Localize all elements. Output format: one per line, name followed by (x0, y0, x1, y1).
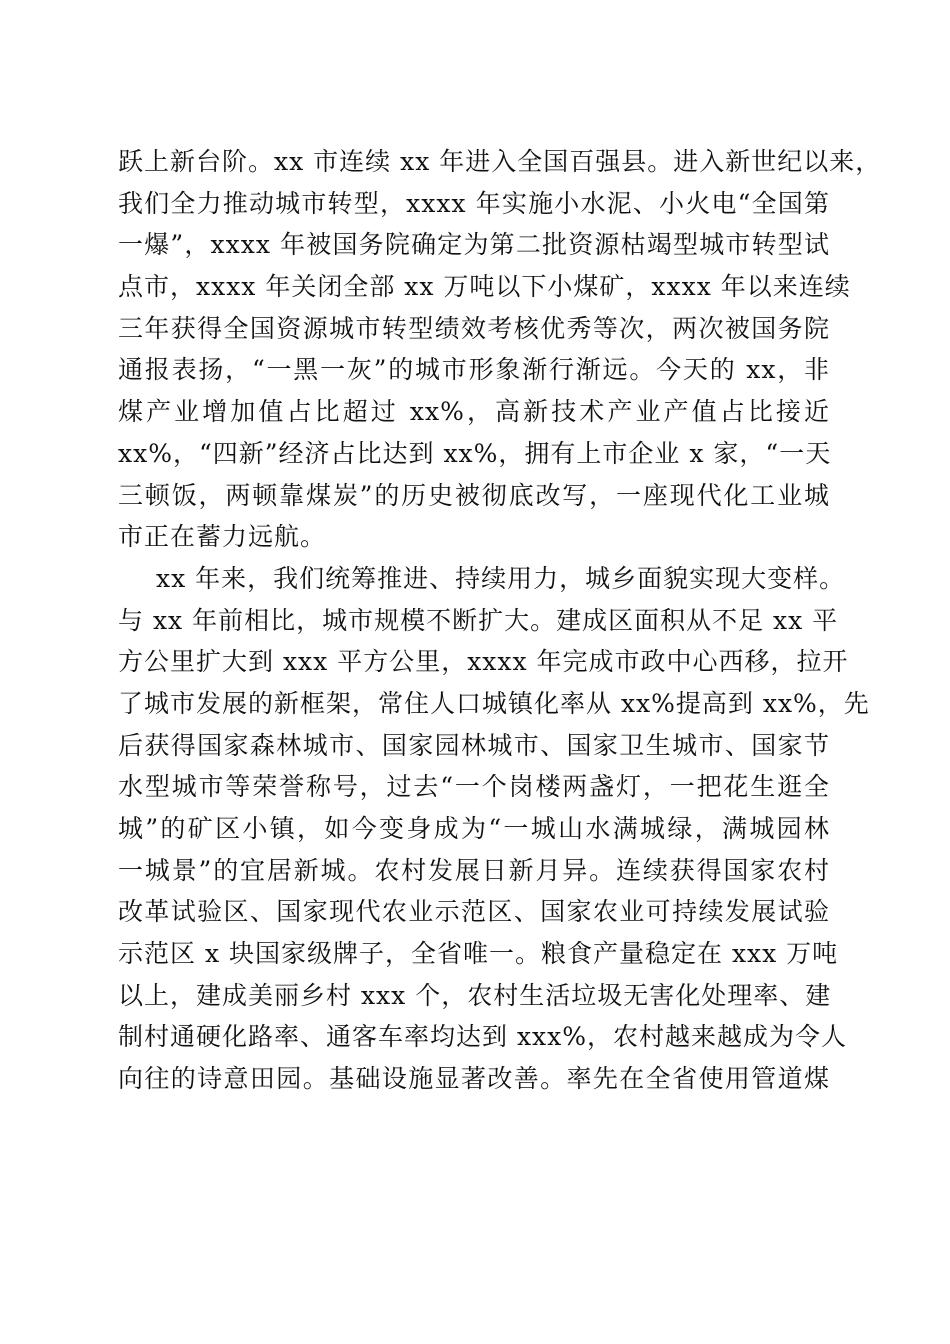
paragraph-line: 我们全力推动城市转型，xxxx 年实施小水泥、小火电“全国第 (118, 188, 830, 218)
paragraph-line: 方公里扩大到 xxx 平方公里，xxxx 年完成市政中心西移，拉开 (118, 647, 849, 677)
paragraph-line: 以上，建成美丽乡村 xxx 个，农村生活垃圾无害化处理率、建 (118, 980, 832, 1010)
paragraph-1 (118, 141, 882, 558)
paragraph-line: 向往的诗意田园。基础设施显著改善。率先在全省使用管道煤 (118, 1064, 830, 1094)
paragraph-line: 示范区 x 块国家级牌子，全省唯一。粮食产量稳定在 xxx 万吨 (118, 939, 839, 969)
paragraph-line: 三顿饭，两顿靠煤炭”的历史被彻底改写，一座现代化工业城 (118, 480, 830, 510)
paragraph-line: 一城景”的宜居新城。农村发展日新月异。连续获得国家农村 (118, 855, 830, 885)
paragraph-line: 水型城市等荣誉称号，过去“一个岗楼两盏灯，一把花生逛全 (118, 772, 830, 802)
paragraph-line: xx 年来，我们统筹推进、持续用力，城乡面貌实现大变样。 (156, 563, 846, 593)
paragraph-line: 一爆”，xxxx 年被国务院确定为第二批资源枯竭型城市转型试 (118, 230, 830, 260)
paragraph-2 (118, 558, 870, 1100)
document-body (118, 141, 882, 1100)
paragraph-line: 城”的矿区小镇，如今变身成为“一城山水满城绿，满城园林 (118, 814, 830, 843)
paragraph-line: 改革试验区、国家现代农业示范区、国家农业可持续发展试验 (118, 897, 830, 927)
paragraph-line: 点市，xxxx 年关闭全部 xx 万吨以下小煤矿，xxxx 年以来连续 (118, 272, 851, 302)
paragraph-line: 与 xx 年前相比，城市规模不断扩大。建成区面积从不足 xx 平 (118, 605, 839, 635)
paragraph-line: 通报表扬，“一黑一灰”的城市形象渐行渐远。今天的 xx，非 (118, 355, 830, 385)
paragraph-line: xx%，“四新”经济占比达到 xx%，拥有上市企业 x 家，“一天 (118, 438, 832, 468)
paragraph-line: 市正在蓄力远航。 (118, 522, 327, 552)
paragraph-line: 跃上新台阶。xx 市连续 xx 年进入全国百强县。进入新世纪以来， (118, 147, 882, 176)
paragraph-line: 了城市发展的新框架，常住人口城镇化率从 xx%提高到 xx%，先 (118, 688, 870, 718)
paragraph-line: 三年获得全国资源城市转型绩效考核优秀等次，两次被国务院 (118, 313, 830, 343)
paragraph-line: 煤产业增加值占比超过 xx%，高新技术产业产值占比接近 (118, 397, 830, 427)
paragraph-line: 制村通硬化路率、通客车率均达到 xxx%，农村越来越成为令人 (118, 1022, 848, 1052)
paragraph-line: 后获得国家森林城市、国家园林城市、国家卫生城市、国家节 (118, 730, 830, 760)
